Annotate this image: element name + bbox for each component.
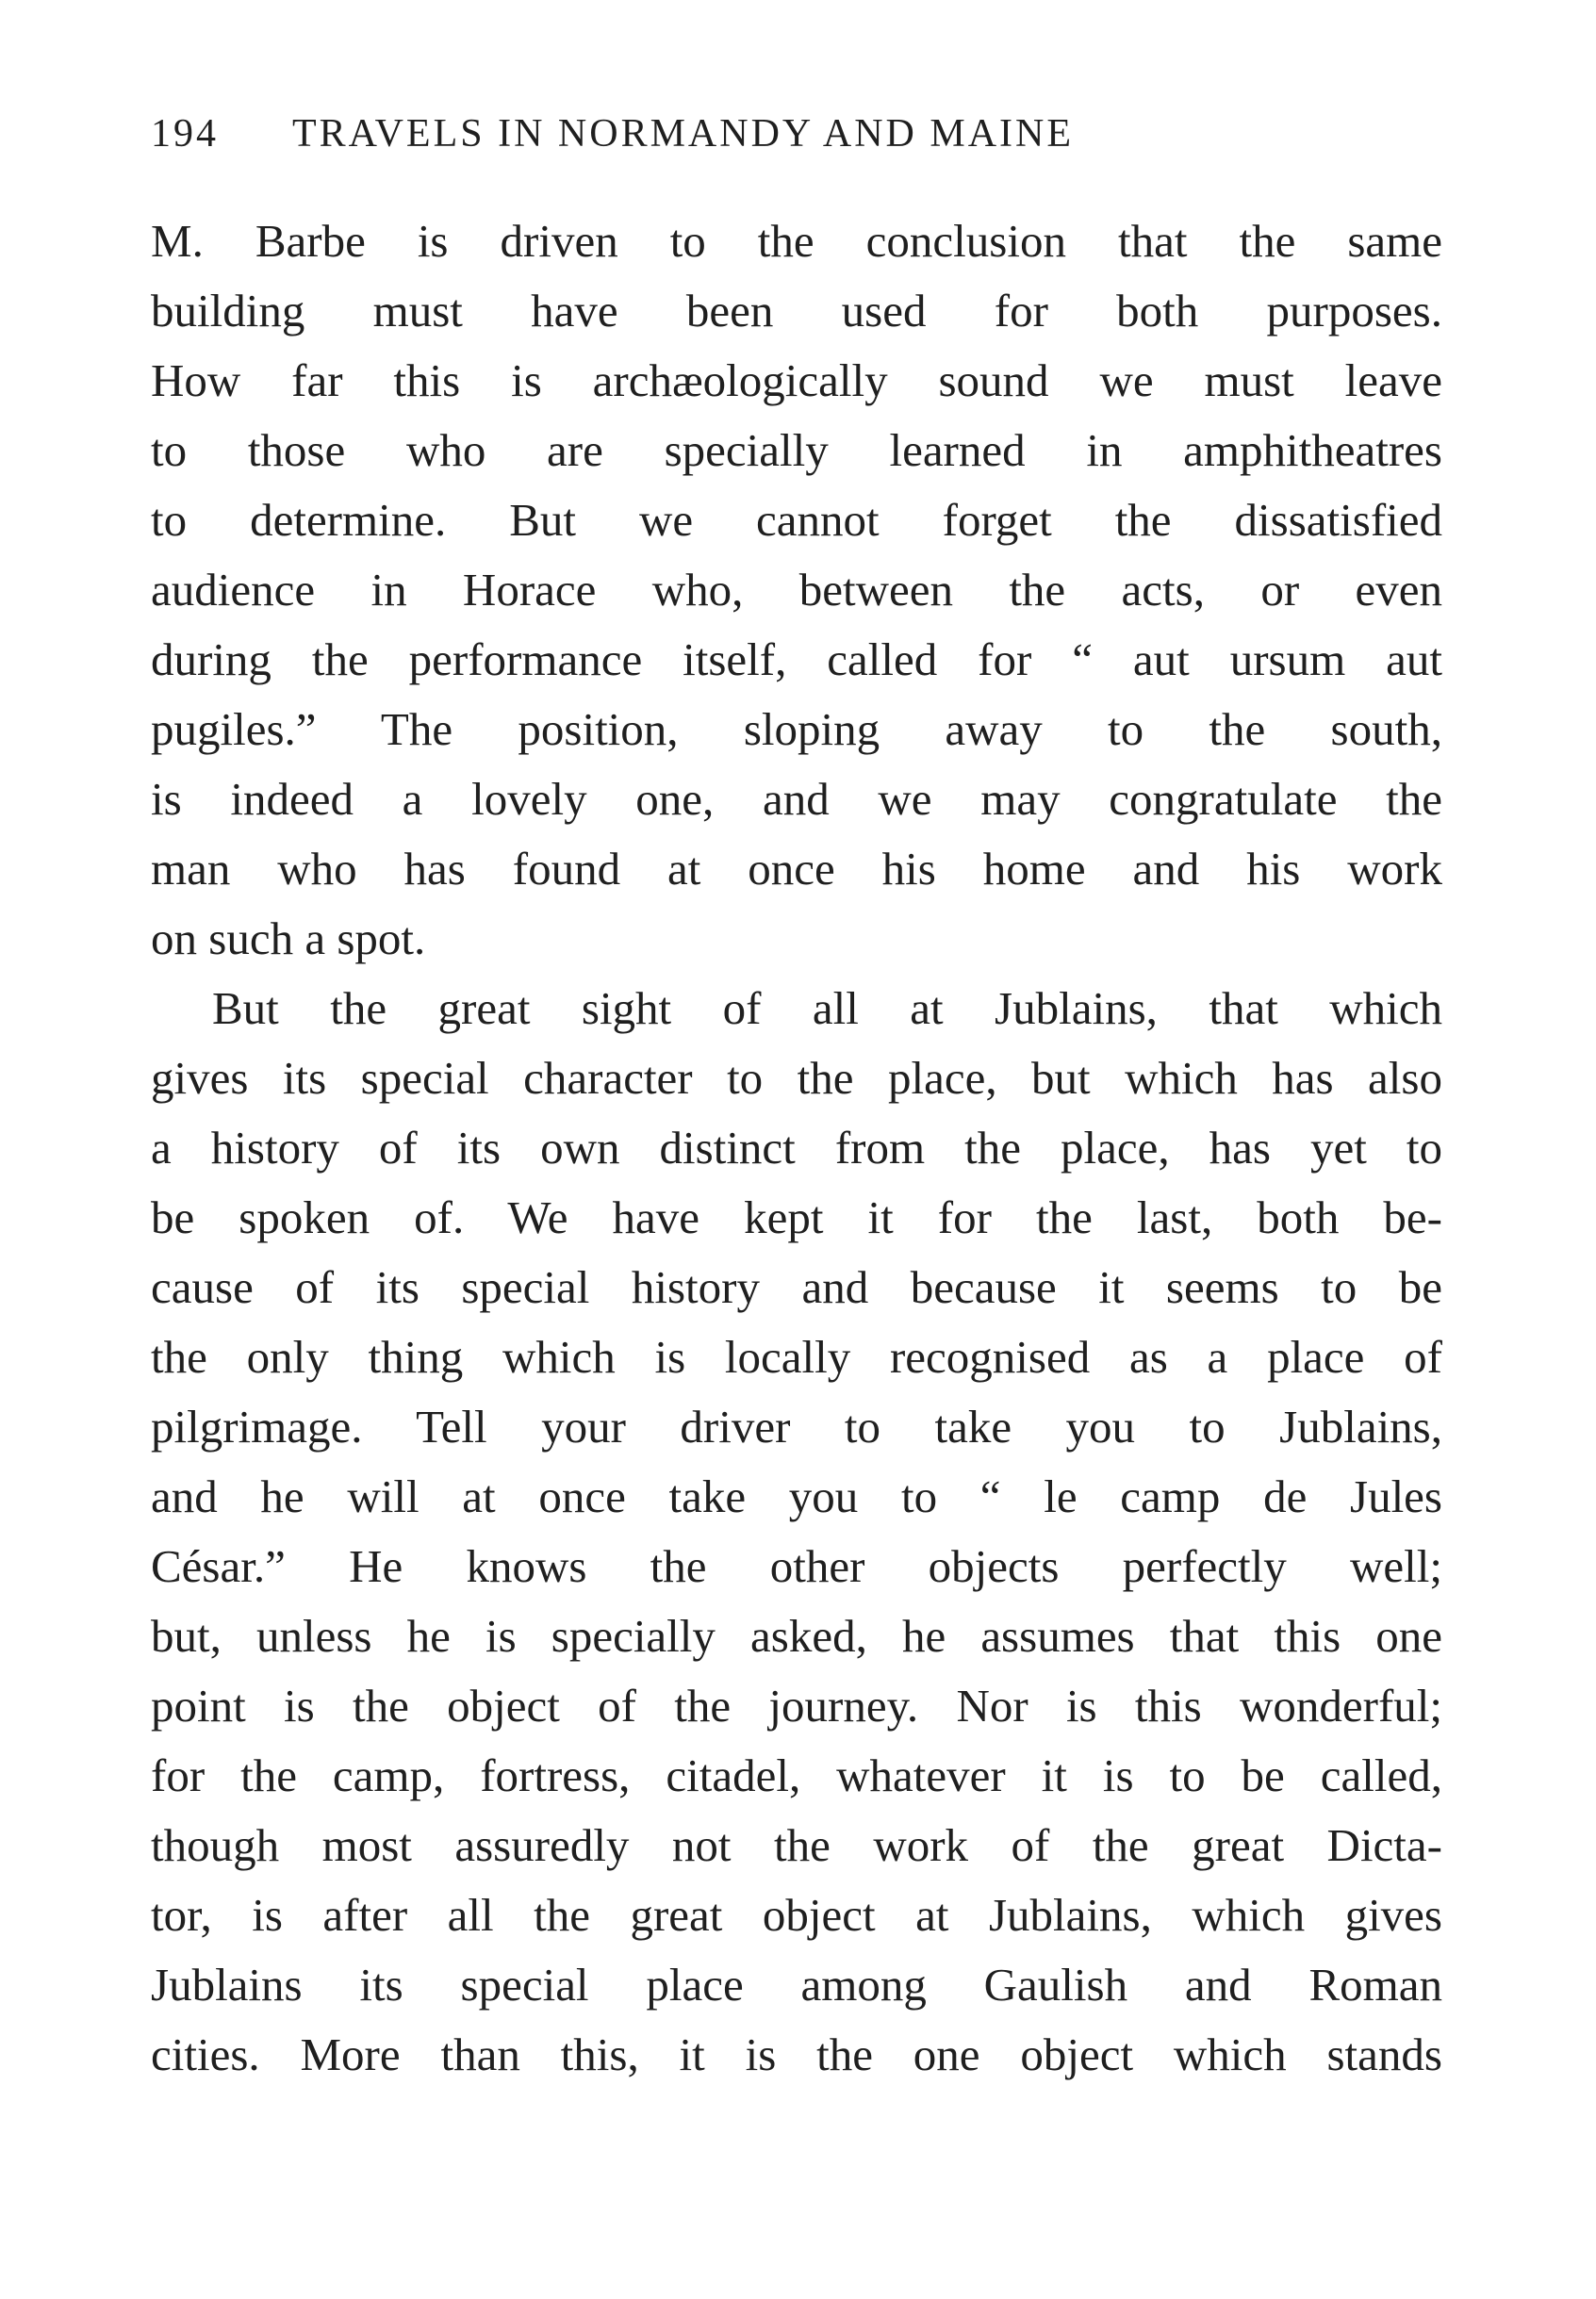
text-line: pugiles.” The position, sloping away to the south, (151, 703, 1442, 755)
text-line: during the performance itself, called for “ aut ursum aut (151, 633, 1442, 685)
text-line: Jublains its special place among Gaulish and Roman (151, 1959, 1442, 2011)
text-line: though most assuredly not the work of the great Dicta- (151, 1819, 1442, 1871)
text-line: tor, is after all the great object at Jublains, which gives (151, 1889, 1442, 1941)
text-line: cause of its special history and because it seems to be (151, 1261, 1442, 1313)
text-line: be spoken of. We have kept it for the last, both be- (151, 1191, 1442, 1243)
running-title: TRAVELS IN NORMANDY AND MAINE (292, 112, 1075, 156)
text-line: and he will at once take you to “ le camp de Jules (151, 1470, 1442, 1522)
text-line: pilgrimage. Tell your driver to take you to Jublains, (151, 1401, 1442, 1453)
text-line: point is the object of the journey. Nor is this wonderful; (151, 1680, 1442, 1732)
text-line: but, unless he is specially asked, he assumes that this one (151, 1610, 1442, 1662)
text-line: to those who are specially learned in amphitheatres (151, 424, 1442, 476)
text-line: to determine. But we cannot forget the dissatisfied (151, 494, 1442, 546)
text-line: the only thing which is locally recognised as a place of (151, 1331, 1442, 1383)
text-line: man who has found at once his home and his work (151, 843, 1442, 895)
text-line: cities. More than this, it is the one object which stands (151, 2028, 1442, 2080)
text-line: gives its special character to the place, but which has also (151, 1052, 1442, 1104)
text-line: a history of its own distinct from the place, has yet to (151, 1122, 1442, 1174)
text-line: for the camp, fortress, citadel, whatever it is to be called, (151, 1749, 1442, 1801)
text-line: But the great sight of all at Jublains, that which (212, 982, 1442, 1034)
text-line: audience in Horace who, between the acts, or even (151, 564, 1442, 616)
text-line: César.” He knows the other objects perfectly well; (151, 1540, 1442, 1592)
running-head (151, 106, 1301, 162)
text-line: on such a spot. (151, 912, 426, 964)
text-line: How far this is archæologically sound we must leave (151, 354, 1442, 406)
text-line: building must have been used for both purposes. (151, 285, 1442, 337)
text-line: is indeed a lovely one, and we may congratulate the (151, 773, 1442, 825)
page-number: 194 (151, 112, 219, 156)
text-line: M. Barbe is driven to the conclusion that the same (151, 215, 1442, 267)
